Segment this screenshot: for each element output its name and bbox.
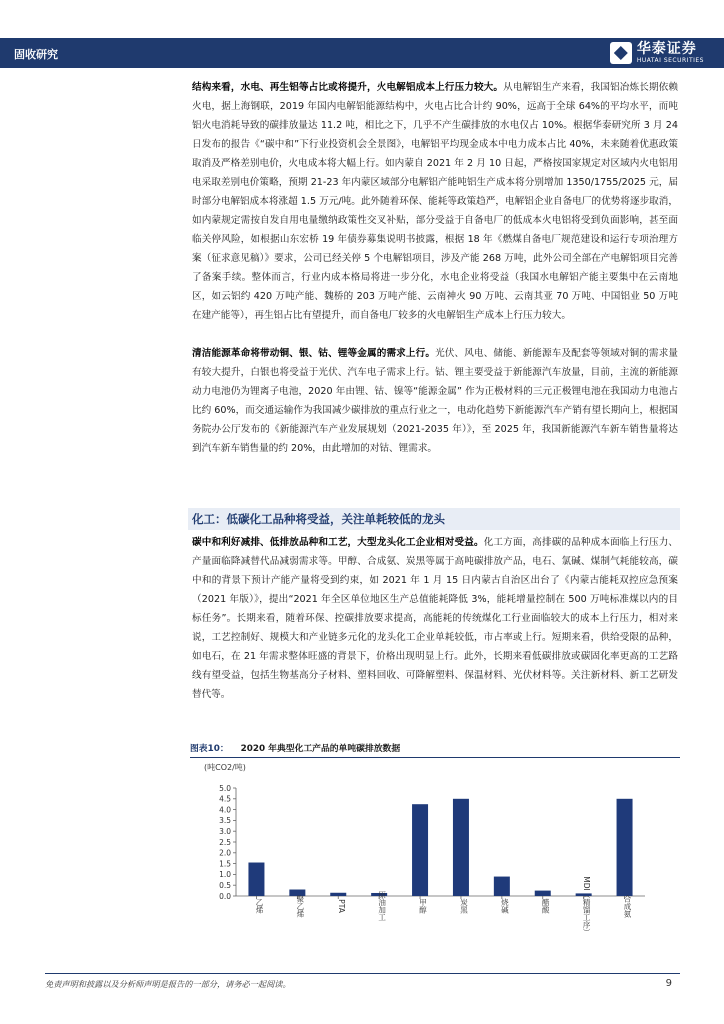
- y-tick-label: 1.0: [219, 870, 231, 880]
- y-tick-label: 1.5: [219, 859, 231, 869]
- body-chemicals: [192, 533, 678, 704]
- huatai-logo-icon: [610, 42, 632, 64]
- paragraph-chemicals-text: 化工方面，高排碳的品种成本面临上行压力、产量面临降减替代品减弱需求等。甲醇、合成氨、炭黑等属于高吨碳排放产品，电石、氯碱、煤制气耗能较高，碳中和的背景下预计产能产量将受到约束，如 2021 年 1 月 15 日内蒙古自治区出台了《内蒙古能耗双控应急预案（2021 年版）》，提出“2021 年全区单位地区生产总值能耗降低 3%，能耗增量控制在 500 万吨标准煤以内的目标任务”。长期来看，随着环保、控碳排放要求提高，高能耗的传统煤化工行业面临较大的成本上行压力，相对来说，工艺控制好、规模大和产业链多元化的龙头化工企业单耗较低，市占率或上行。短期来看，供给受限的品种，如电石，在 21 年需求整体旺盛的背景下，价格出现明显上行。此外，长期来看低碳排放或碳固化率更高的工艺路线有望受益，包括生物基高分子材料、塑料回收、可降解塑料、保温材料、光伏材料等。关注新材料、新工艺研发替代等。: [192, 537, 679, 700]
- y-tick-label: 3.0: [219, 827, 231, 836]
- body-top: [192, 78, 678, 458]
- y-tick-label: 3.5: [219, 816, 231, 826]
- x-tick-label: 乙烯: [254, 898, 264, 914]
- emission-bar-chart: [190, 758, 660, 968]
- y-tick-label: 5.0: [219, 783, 231, 793]
- paragraph-metals-lead: 清洁能源革命将带动铜、银、钴、锂等金属的需求上行。: [192, 348, 436, 359]
- figure-caption: 2020 年典型化工产品的单吨碳排放数据: [240, 744, 401, 754]
- x-tick-label: 合成氨: [623, 894, 633, 918]
- paragraph-chemicals-lead: 碳中和利好减排、低排放品种和工艺，大型龙头化工企业相对受益。: [192, 537, 484, 548]
- page-number: 9: [665, 978, 672, 989]
- bar-6: [494, 877, 510, 896]
- x-tick-label: 烧碱: [500, 898, 510, 914]
- bar-9: [617, 799, 633, 896]
- y-tick-label: 4.5: [219, 794, 231, 804]
- section-heading-chemicals: 化工：低碳化工品种将受益，关注单耗较低的龙头: [188, 508, 680, 530]
- paragraph-chemicals: [192, 533, 678, 704]
- logo-cn-text: 华泰证券: [636, 41, 697, 57]
- bar-0: [248, 863, 264, 896]
- figure-tag: 图表10：: [190, 744, 229, 754]
- x-tick-label: PTA: [336, 899, 346, 913]
- x-tick-label: 原油加工: [377, 891, 387, 921]
- paragraph-metals-text: 光伏、风电、储能、新能源车及配套等领域对铜的需求量有较大提升，白银也将受益于光伏、汽车电子需求上行。钴、锂主要受益于新能源汽车放量，目前，主流的新能源动力电池仍为锂离子电池，2020 年由锂、钴、镍等“能源金属” 作为正极材料的三元正极锂电池在我国动力电池占比约 60%，而交通运输作为我国减少碳排放的重点行业之一，电动化趋势下新能源汽车产销有望长期向上，根据国务院办公厅发布的《新能源汽车产业发展规划（2021-2035 年）》，至 2025 年，我国新能源汽车新车销售量将达到汽车新车销售量的约 20%，由此增加的对钴、锂需求。: [192, 348, 679, 454]
- header-bar: [0, 38, 724, 68]
- logo-en-text: HUATAI SECURITIES: [636, 57, 704, 64]
- y-tick-label: 4.0: [219, 805, 231, 815]
- bar-4: [412, 804, 428, 896]
- footer-disclaimer: 免责声明和披露以及分析师声明是报告的一部分，请务必一起阅读。: [45, 979, 291, 989]
- paragraph-aluminum-text: 从电解铝生产来看，我国铝冶炼长期依赖火电，据上海钢联，2019 年国内电解铝能源结构中，火电占比合计约 90%，远高于全球 64%的平均水平，而吨铝火电消耗导致的碳排放量达 11.2 吨，相比之下，几乎不产生碳排放的水电仅占 10%。根据华泰研究所 3 月 24 日发布的报告《“碳中和”下行业投资机会全景图》，电解铝平均现金成本中电力成本占比 40%，未来随着优惠政策取消及严格差别电价，火电成本将大幅上行。如内蒙自 2021 年 2 月 10 日起，严格按国家规定对区域内火电铝用电采取差别电价策略，预期 21-23 年内蒙区域部分电解铝产能吨铝生产成本将分别增加 1350/1755/2025 元，届时部分电解铝成本将涨超 1.5 万元/吨。此外随着环保、能耗等政策趋严，电解铝企业自备电厂的优势将逐步取消，如内蒙规定需按自发自用电量缴纳政策性交叉补贴，部分受益于自备电厂的低成本火电铝将受到负面影响，甚至面临关停风险，如根据山东宏桥 19 年债券募集说明书披露，根据 18 年《燃煤自备电厂规范建设和运行专项治理方案（征求意见稿）》要求，公司已经关停 5 个电解铝项目，涉及产能 268 万吨，此外公司全部在产电解铝项目完善了备案手续。整体而言，行业内成本格局将进一步分化，水电企业将受益（我国水电解铝产能主要集中在云南地区，如云铝约 420 万吨产能、魏桥的 203 万吨产能、云南神火 90 万吨、云南其亚 70 万吨、中国铝业 50 万吨在建产能等），再生铝占比有望提升，而自备电厂较多的火电解铝生产成本上行压力较大。: [192, 82, 679, 321]
- x-tick-label: 甲醇: [418, 898, 428, 914]
- brand-logo: [610, 40, 704, 66]
- footer-divider: [45, 973, 680, 974]
- y-tick-label: 2.5: [219, 837, 231, 847]
- figure-title: [190, 741, 680, 758]
- y-tick-label: 0.5: [219, 881, 231, 890]
- y-axis-label: (吨CO2/吨): [204, 763, 246, 772]
- x-tick-label: 聚乙烯: [295, 894, 305, 918]
- section-label: 固收研究: [14, 48, 58, 61]
- bar-5: [453, 799, 469, 896]
- y-tick-label: 0.0: [219, 891, 231, 901]
- x-tick-label: MDI（精馏工序）: [582, 876, 592, 936]
- bar-7: [535, 891, 551, 896]
- paragraph-aluminum: [192, 78, 678, 325]
- bar-2: [330, 893, 346, 896]
- paragraph-metals: [192, 344, 678, 458]
- x-tick-label: 醋酸: [541, 898, 551, 914]
- paragraph-aluminum-lead: 结构来看，水电、再生铝等占比或将提升，火电解铝成本上行压力较大。: [192, 82, 504, 93]
- x-tick-label: 炭黑: [459, 898, 469, 914]
- y-tick-label: 2.0: [219, 848, 231, 858]
